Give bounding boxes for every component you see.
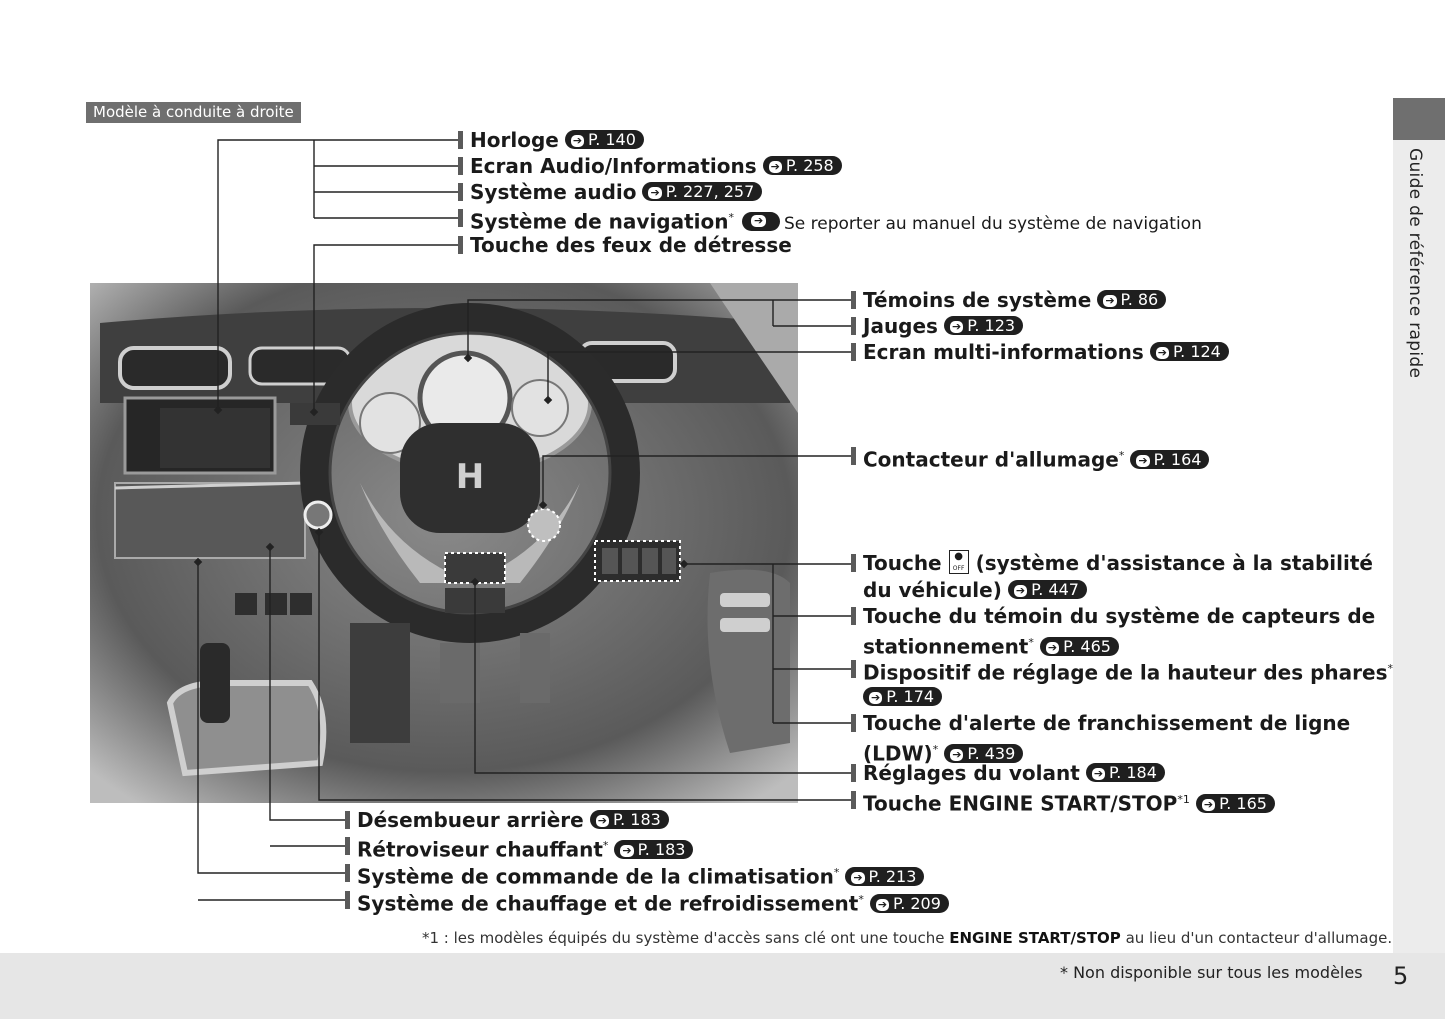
page-reference-arrow-icon: ➔ [1138,453,1148,467]
label-text: Touche des feux de détresse [470,233,792,257]
label-text: Désembueur arrière [357,808,584,832]
label-vsa [851,550,1373,576]
svg-text:H: H [455,457,485,497]
footer-note: * Non disponible sur tous les modèles [1060,963,1363,982]
label-multi-info [851,339,1229,365]
label-phares-line2 [851,684,942,710]
label-capteurs [851,603,1375,629]
page-ref-contacteur[interactable]: ➔ P. 164 [1130,450,1209,469]
label-capteurs-line2: stationnement* ➔ P. 465 [851,630,1119,660]
page-reference-arrow-icon: ➔ [597,814,607,827]
label-text: Réglages du volant [863,761,1080,785]
page-ref-multi-info[interactable]: ➔ P. 124 [1150,342,1229,361]
page-reference-arrow-icon: ➔ [751,215,766,227]
label-text: Touche [863,551,942,575]
page-ref-jauges[interactable]: ➔ P. 123 [944,316,1023,335]
label-text: Système de chauffage et de refroidissement [357,891,859,916]
label-text: Touche d'alerte de franchissement de ligne [863,711,1351,735]
page-ref-navigation[interactable] [742,212,780,231]
page-ref-capteurs[interactable]: ➔ P. 465 [1040,637,1119,656]
label-systeme-audio [458,179,762,205]
side-tab [1393,98,1445,140]
label-text: (LDW) [863,741,933,766]
label-desembueur [345,807,669,833]
label-text: stationnement [863,634,1029,659]
label-text: Système audio [470,180,637,204]
page-reference-arrow-icon: ➔ [871,691,881,704]
label-engine: Touche ENGINE START/STOP$^{*1}$ ➔ P. 165 [851,787,1275,817]
label-text: Touche du témoin du système de capteurs de [863,604,1376,628]
page-reference-arrow-icon: ➔ [650,186,660,199]
label-retroviseur: Rétroviseur chauffant* ➔ P. 183 [345,833,693,863]
label-text: du véhicule) [863,578,1002,602]
label-ldw-line2: (LDW)* ➔ P. 439 [851,737,1023,767]
label-ldw [851,710,1350,736]
label-text: Système de commande de la climatisation [357,864,834,889]
label-text: Ecran Audio/Informations [470,154,757,178]
label-jauges [851,313,1023,339]
side-title: Guide de référence rapide [1405,148,1425,379]
label-text: Horloge [470,128,559,152]
section-tag: Modèle à conduite à droite [86,102,301,123]
label-phares: Dispositif de réglage de la hauteur des phares* [851,656,1393,686]
page-reference-arrow-icon: ➔ [1093,767,1104,780]
label-text: Témoins de système [863,288,1092,312]
page-ref-retroviseur[interactable]: ➔ P. 183 [614,840,693,859]
page-ref-climatisation[interactable]: ➔ P. 213 [845,867,924,886]
page-ref-vsa[interactable]: ➔ P. 447 [1008,580,1087,599]
page-ref-chauffage[interactable]: ➔ P. 209 [870,894,949,913]
page-reference-arrow-icon: ➔ [952,747,962,761]
page-ref-horloge[interactable]: ➔ P. 140 [565,130,644,149]
page-reference-arrow-icon: ➔ [572,134,583,147]
label-vsa-line2 [851,577,1087,603]
vsc-off-icon: ● OFF [949,550,969,574]
label-navigation: Système de navigation* ➔ Se reporter au manuel du système de navigation [458,205,1202,237]
page-number: 5 [1393,962,1409,990]
page-ref-temoins[interactable]: ➔ P. 86 [1097,290,1166,309]
page-reference-arrow-icon: ➔ [1203,797,1214,811]
label-text: Touche ENGINE START/STOP [863,791,1178,816]
label-text: (système d'assistance à la stabilité [975,551,1373,575]
page-reference-arrow-icon: ➔ [1157,346,1167,359]
label-text: Dispositif de réglage de la hauteur des phares [863,660,1388,685]
page-ref-ecran-audio[interactable]: ➔ P. 258 [763,156,842,175]
label-text: Jauges [863,314,938,338]
page-reference-arrow-icon: ➔ [1015,584,1026,597]
page-reference-arrow-icon: ➔ [877,897,888,911]
page-ref-ldw[interactable]: ➔ P. 439 [944,744,1023,763]
page-ref-engine[interactable]: ➔ P. 165 [1196,794,1275,813]
footnote: *1 : les modèles équipés du système d'accès sans clé ont une touche ENGINE START/STOP au lieu d'un contacteur d'allumage. [422,929,1393,947]
page-reference-arrow-icon: ➔ [1047,640,1058,654]
page-reference-arrow-icon: ➔ [951,320,962,333]
label-contacteur: Contacteur d'allumage* ➔ P. 164 [851,443,1209,473]
page-reference-arrow-icon: ➔ [853,870,863,884]
navigation-note: Se reporter au manuel du système de navigation [784,213,1202,234]
label-text: Contacteur d'allumage [863,447,1119,472]
label-chauffage: Système de chauffage et de refroidissement* ➔ P. 209 [345,887,949,917]
label-temoins [851,287,1166,313]
page-ref-desembueur[interactable]: ➔ P. 183 [590,810,669,829]
page-ref-systeme-audio[interactable]: ➔ P. 227, 257 [642,182,762,201]
label-feux-detresse [458,232,792,258]
label-climatisation: Système de commande de la climatisation* ➔ P. 213 [345,860,924,890]
page-reference-arrow-icon: ➔ [1105,294,1115,307]
label-text: Ecran multi-informations [863,340,1144,364]
dashboard-photo [90,283,798,803]
label-text: Système de navigation [470,209,729,234]
label-volant [851,760,1165,786]
page-ref-volant[interactable]: ➔ P. 184 [1086,763,1165,782]
page-reference-arrow-icon: ➔ [622,843,632,857]
page-reference-arrow-icon: ➔ [770,160,780,173]
label-horloge [458,127,644,153]
label-ecran-audio [458,153,842,179]
label-text: Rétroviseur chauffant [357,837,603,862]
page-ref-phares[interactable]: ➔ P. 174 [863,687,942,706]
